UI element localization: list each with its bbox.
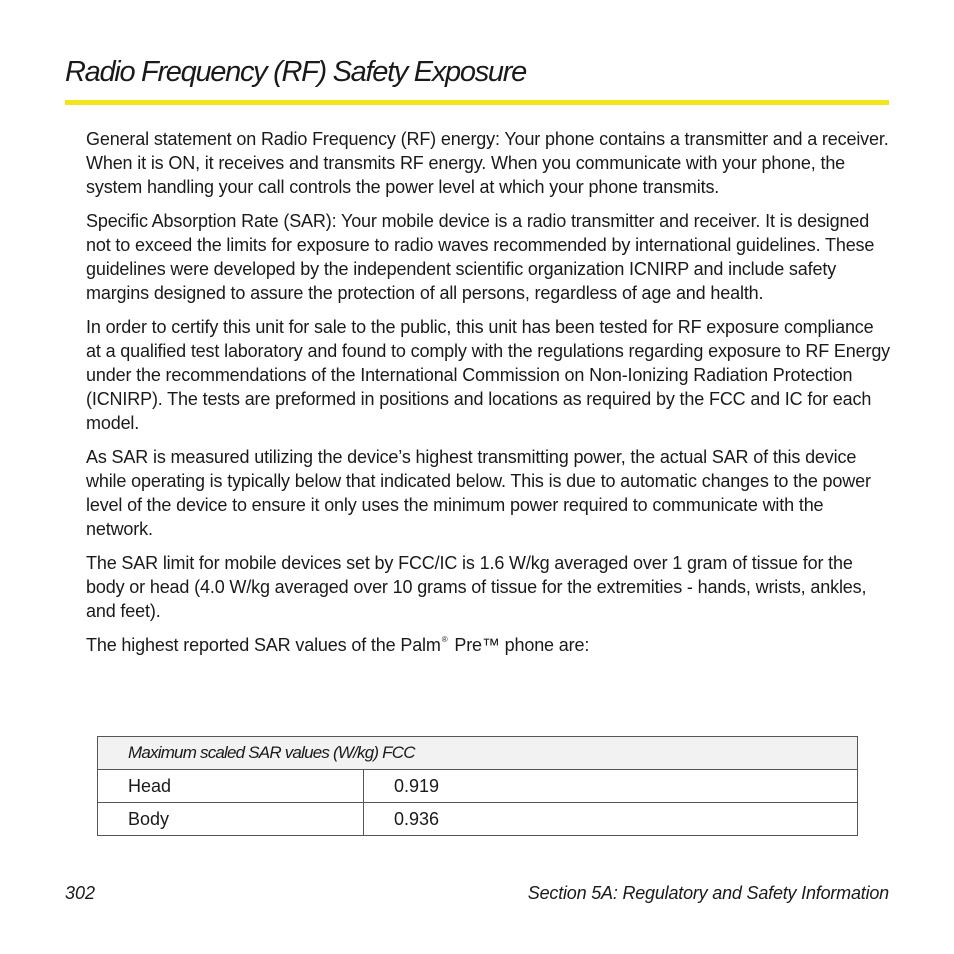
paragraph-measurement: As SAR is measured utilizing the device’s highest transmitting power, the actual SAR of this device while operating is typically below that indicated below. This is due to automatic changes to the power level of the device to ensure it only uses the minimum power required to communicate with the network. [86,447,871,539]
section-title: Section 5A: Regulatory and Safety Information [527,883,889,903]
registered-mark: ® [441,635,448,644]
intro-text: The highest reported SAR values of the Palm [86,635,441,655]
body-text [86,127,892,667]
table-header-row [98,737,858,770]
sar-table [97,736,858,836]
paragraph-rf-energy: General statement on Radio Frequency (RF) energy: Your phone contains a transmitter and a receiver. When it is ON, it receives and transmits RF energy. When you communicate with your phone, the system handling your call controls the power level at which your phone transmits. [86,129,889,197]
paragraph-sar-limit: The SAR limit for mobile devices set by FCC/IC is 1.6 W/kg averaged over 1 gram of tissue for the body or head (4.0 W/kg averaged over 10 grams of tissue for the extremities - hands, wrists, ankles, and feet). [86,553,867,621]
title-underline [65,100,889,105]
table-row [98,803,858,836]
page-title: Radio Frequency (RF) Safety Exposure [65,56,526,88]
table-cell-label: Body [98,803,364,836]
page-number: 302 [65,883,96,903]
table-cell-label: Head [98,770,364,803]
paragraph-highest-sar [86,633,892,657]
table-header: Maximum scaled SAR values (W/kg) FCC [98,737,858,770]
table-cell-value: 0.936 [364,803,858,836]
table-row [98,770,858,803]
paragraph-sar: Specific Absorption Rate (SAR): Your mobile device is a radio transmitter and receiver. It is designed not to exceed the limits for exposure to radio waves recommended by international guidelines. These guidelines were developed by the independent scientific organization ICNIRP and include safety margins designed to assure the protection of all persons, regardless of age and health. [86,211,875,303]
intro-text-end: Pre™ phone are: [449,635,590,655]
paragraph-certification: In order to certify this unit for sale to the public, this unit has been tested for RF exposure compliance at a qualified test laboratory and found to comply with the regulations regarding exposure to RF Energy under the recommendations of the International Commission on Non-Ionizing Radiation Protection (ICNIRP). The tests are preformed in positions and locations as required by the FCC and IC for each model. [86,317,891,433]
table-cell-value: 0.919 [364,770,858,803]
